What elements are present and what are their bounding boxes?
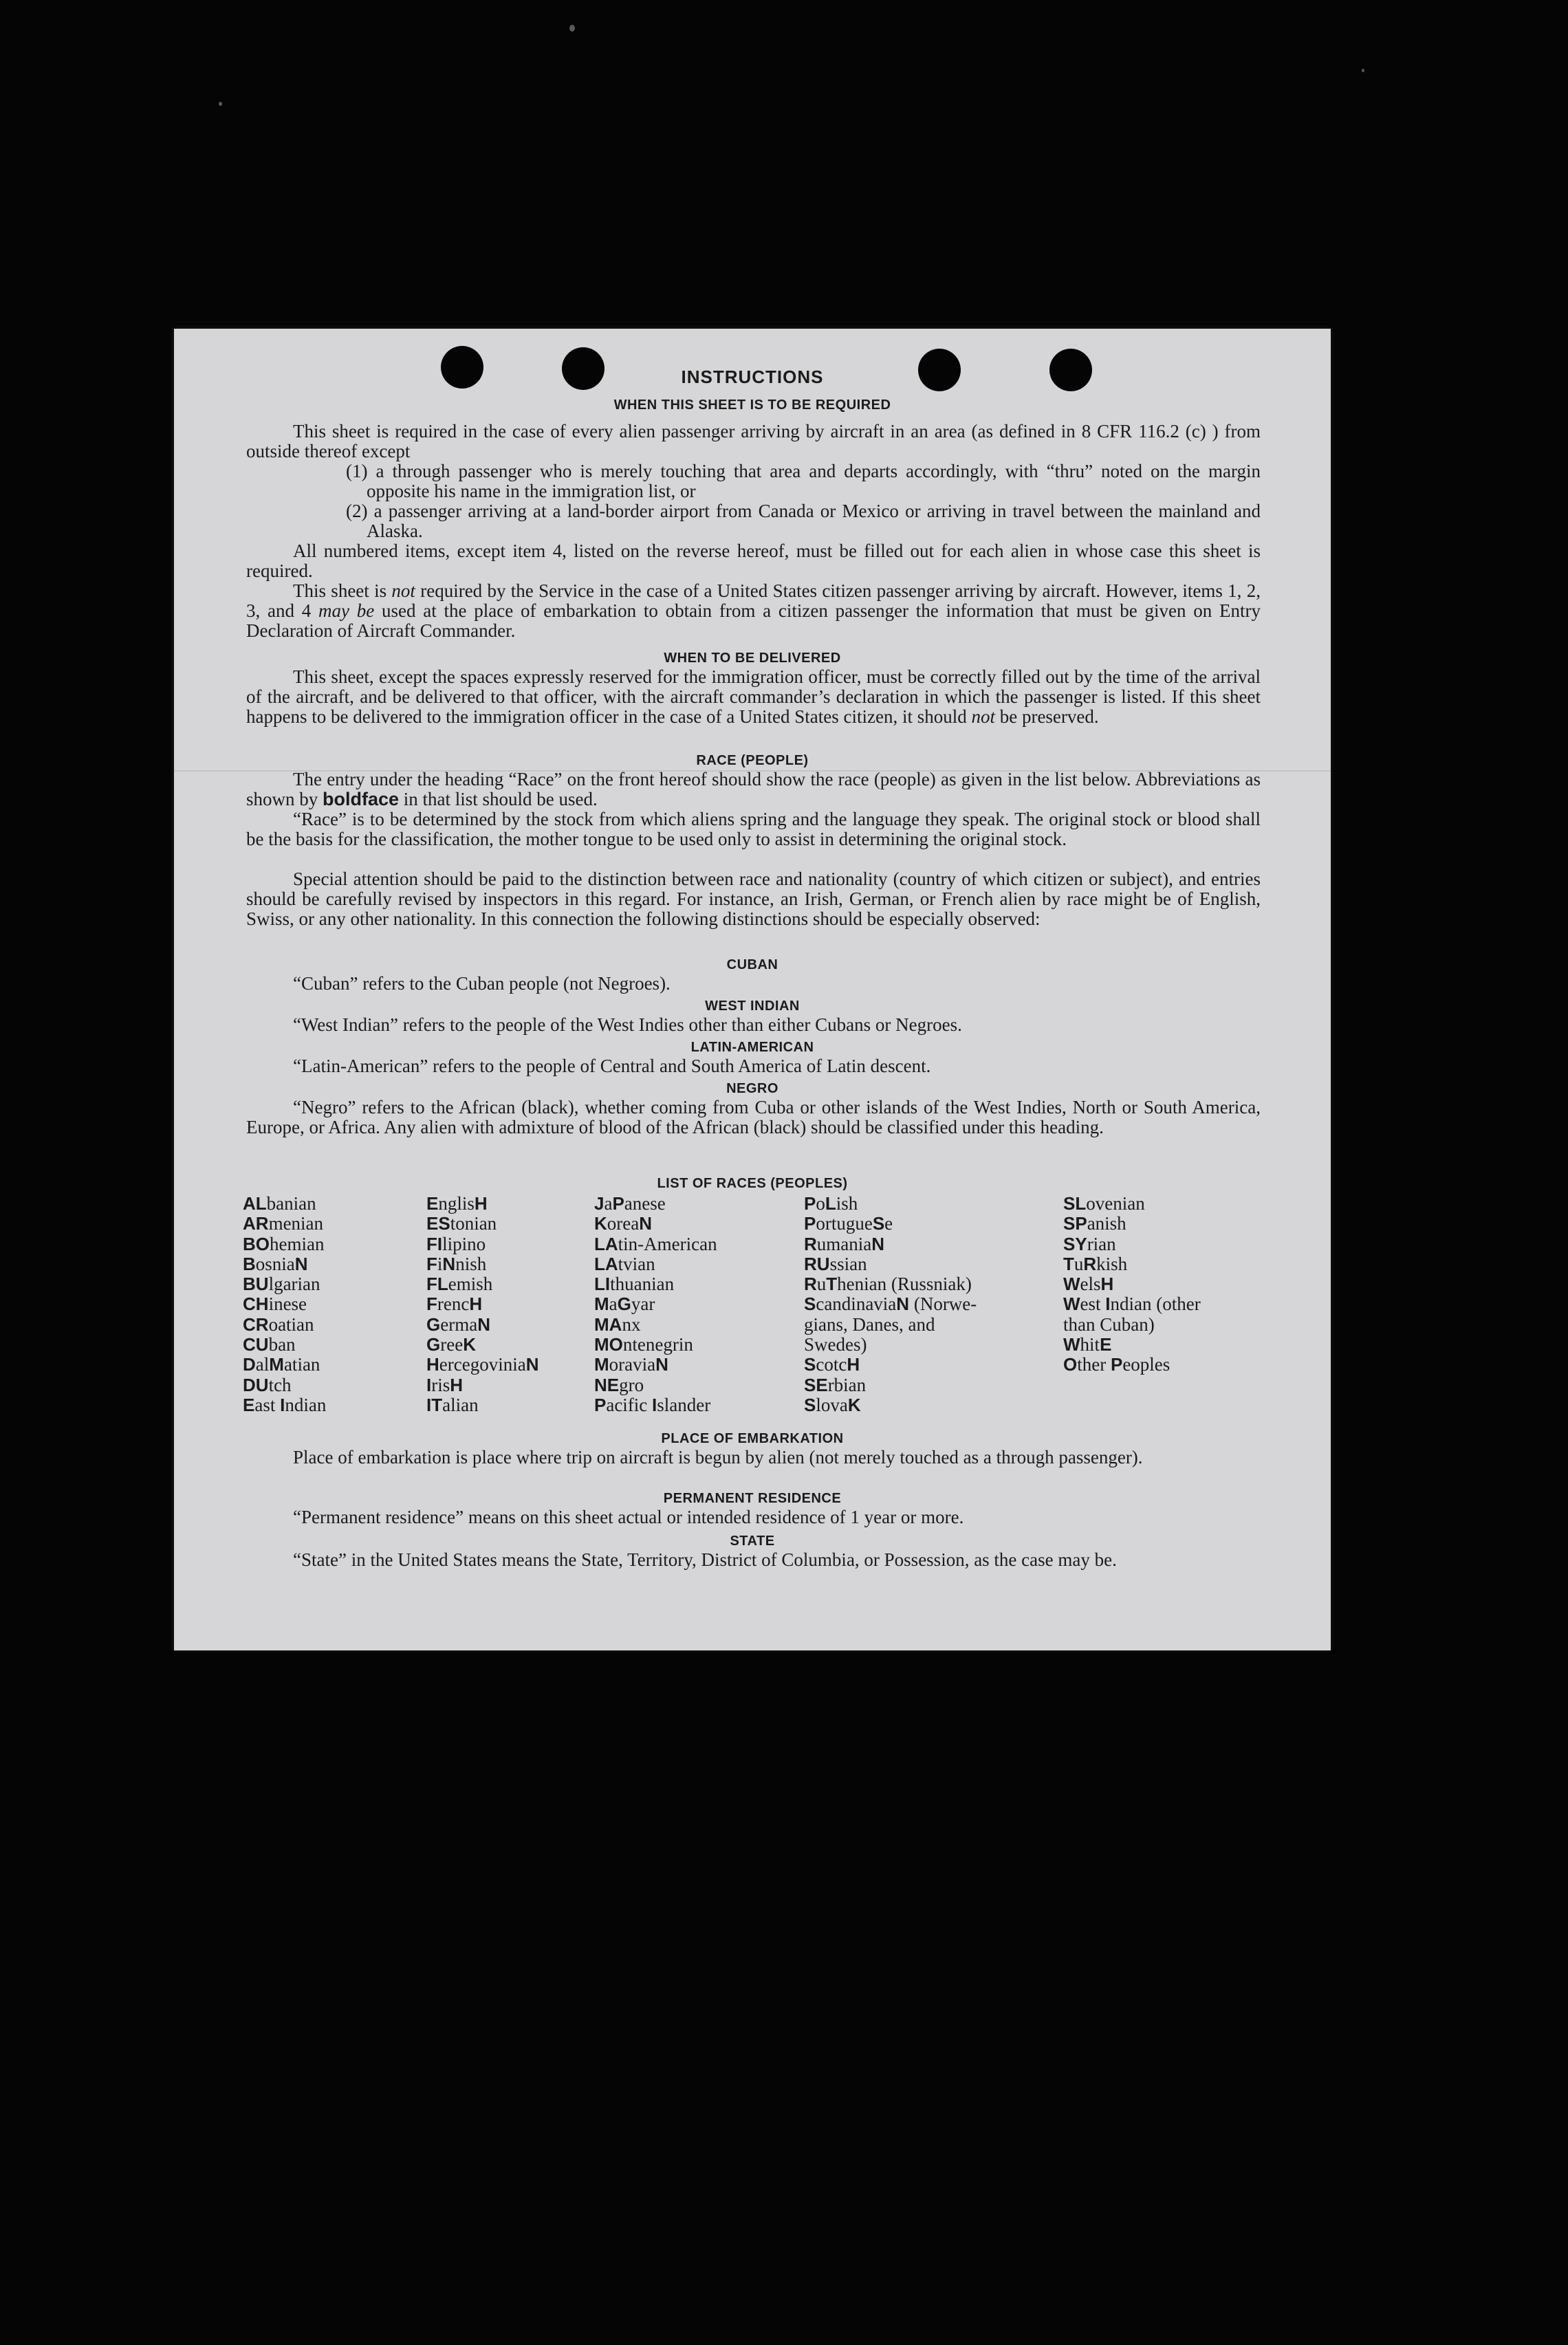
race-entry — [804, 1395, 1031, 1415]
race-name-text: gians, Danes, and — [804, 1313, 935, 1335]
race-name-text: nish — [455, 1253, 487, 1274]
section-heading-required: WHEN THIS SHEET IS TO BE REQUIRED — [613, 397, 891, 413]
race-name-text: (Norwe- — [909, 1294, 977, 1315]
race-name-text: ther — [1077, 1354, 1111, 1375]
races-column-5 — [1063, 1194, 1201, 1375]
section-heading-latin-american: LATIN-AMERICAN — [690, 1040, 814, 1055]
race-entry — [594, 1194, 717, 1214]
race-abbreviation: ES — [426, 1213, 450, 1234]
race-name-text: anese — [624, 1193, 666, 1214]
race-abbreviation: R — [804, 1233, 817, 1254]
race-abbreviation: E — [243, 1394, 255, 1415]
race-abbreviation: R — [1083, 1253, 1097, 1274]
race-name-text: osnia — [255, 1253, 295, 1274]
delivered-text-not: not — [971, 706, 995, 727]
race-entry — [426, 1355, 539, 1375]
race-abbreviation: S — [872, 1213, 885, 1234]
race-abbreviation: E — [426, 1193, 439, 1214]
race-entry — [426, 1335, 539, 1355]
race-abbreviation: SP — [1063, 1213, 1087, 1234]
race-abbreviation: T — [1063, 1253, 1074, 1274]
race-abbreviation: NE — [594, 1374, 620, 1395]
races-column-2 — [426, 1194, 539, 1415]
race-abbreviation: I — [652, 1394, 657, 1415]
race-entry — [594, 1274, 717, 1294]
race-name-text: yar — [631, 1294, 655, 1315]
race-abbreviation: B — [243, 1253, 256, 1274]
race-entry — [243, 1335, 326, 1355]
race-name-text: thuanian — [610, 1274, 675, 1295]
race-abbreviation: F — [426, 1294, 437, 1315]
race-name-text: u — [816, 1274, 827, 1295]
race-abbreviation: N — [639, 1213, 653, 1234]
race-name-text: a — [609, 1294, 618, 1315]
race-paragraph-3: Special attention should be paid to the distinction between race and nationality (country of which citizen or subject), and entries should be carefully revised by inspectors in this regard. For instance, an Irish, German, or French alien by race might be of English, Swiss, or any other nationality. In this connection the following distinctions should be especially observed: — [246, 869, 1261, 929]
race-abbreviation: P — [594, 1394, 607, 1415]
race-abbreviation: D — [243, 1354, 256, 1375]
race-abbreviation: P — [804, 1213, 816, 1234]
race-p1-b: in that list should be used. — [399, 789, 598, 809]
races-column-1 — [243, 1194, 326, 1415]
race-name-text: alian — [442, 1394, 479, 1415]
delivered-text — [246, 667, 1261, 727]
west-indian-text: “West Indian” refers to the people of the West Indies other than either Cubans or Negroes. — [293, 1014, 962, 1035]
race-entry — [594, 1395, 717, 1415]
section-heading-cuban: CUBAN — [726, 957, 778, 972]
race-abbreviation: H — [469, 1294, 483, 1315]
race-entry — [243, 1234, 326, 1254]
race-entry — [804, 1234, 1031, 1254]
cuban-text: “Cuban” refers to the Cuban people (not Negroes). — [293, 973, 671, 994]
race-name-text: acific — [606, 1394, 653, 1415]
race-abbreviation: N — [477, 1313, 490, 1335]
negro-text: “Negro” refers to the African (black), whether coming from Cuba or other islands of the West Indies, North or South America, Europe, or Africa. Any alien with admixture of blood of the African (black) should be classified under this heading. — [246, 1097, 1261, 1137]
race-entry — [804, 1335, 1031, 1355]
race-abbreviation: H — [474, 1193, 488, 1214]
race-entry — [1063, 1254, 1201, 1274]
race-abbreviation: S — [804, 1394, 816, 1415]
dust-speck — [569, 25, 575, 32]
race-name-text: ortugue — [816, 1213, 873, 1234]
race-abbreviation: W — [1063, 1294, 1080, 1315]
race-entry — [1063, 1234, 1201, 1254]
race-name-text: o — [816, 1193, 825, 1214]
race-abbreviation: MO — [594, 1334, 623, 1355]
race-abbreviation: N — [871, 1233, 885, 1254]
race-name-text: hemian — [270, 1233, 325, 1254]
race-entry — [804, 1355, 1031, 1375]
embarkation-text: Place of embarkation is place where trip on aircraft is begun by alien (not merely touched as a through passenger). — [293, 1447, 1143, 1468]
section-heading-state: STATE — [730, 1534, 775, 1549]
section-heading-race: RACE (PEOPLE) — [696, 753, 809, 768]
race-name-text: i — [437, 1253, 443, 1274]
race-abbreviation: T — [826, 1274, 838, 1295]
exception-item-1: (1) a through passenger who is merely touching that area and departs accordingly, with “thru” noted on the margin opposite his name in the immigration list, or — [346, 461, 1261, 501]
race-entry — [243, 1294, 326, 1314]
race-entry — [594, 1335, 717, 1355]
race-entry — [804, 1214, 1031, 1234]
race-abbreviation: S — [804, 1354, 816, 1375]
race-entry — [804, 1194, 1031, 1214]
race-name-text: anish — [1087, 1213, 1126, 1234]
race-abbreviation: I — [1105, 1294, 1111, 1315]
section-heading-west-indian: WEST INDIAN — [705, 999, 800, 1014]
race-entry — [426, 1315, 539, 1335]
race-abbreviation: K — [847, 1394, 861, 1415]
race-abbreviation: DU — [243, 1374, 269, 1395]
race-name-text: inese — [268, 1294, 307, 1315]
race-name-text: renc — [437, 1294, 470, 1315]
race-name-text: els — [1080, 1274, 1101, 1295]
race-abbreviation: M — [594, 1294, 609, 1315]
race-abbreviation: G — [426, 1313, 441, 1335]
race-abbreviation: LA — [594, 1233, 618, 1254]
race-entry — [243, 1274, 326, 1294]
delivered-text-a: This sheet, except the spaces expressly reserved for the immigration officer, must be correctly filled out by the time of the arrival of the aircraft, and be delivered to that officer, with the aircraft commander’s declaration in which the passenger is listed. If this sheet happens to be delivered to the immigration officer in the case of a United States citizen, it should — [246, 666, 1261, 727]
race-name-text: tin-American — [618, 1233, 717, 1254]
race-abbreviation: G — [617, 1294, 631, 1315]
section-heading-delivered: WHEN TO BE DELIVERED — [664, 651, 841, 666]
race-entry — [594, 1355, 717, 1375]
race-name-text: al — [255, 1354, 270, 1375]
race-name-text: oatian — [268, 1313, 314, 1335]
race-name-text: candinavia — [816, 1294, 897, 1315]
state-text: “State” in the United States means the State, Territory, District of Columbia, or Possession, as the case may be. — [293, 1549, 1117, 1570]
race-name-text: tch — [268, 1374, 292, 1395]
race-entry — [1063, 1194, 1201, 1214]
race-entry — [426, 1294, 539, 1314]
race-name-text: nglis — [438, 1193, 475, 1214]
race-name-text: erma — [440, 1313, 478, 1335]
race-abbreviation: H — [1100, 1274, 1114, 1295]
race-name-text: tvian — [618, 1253, 655, 1274]
race-entry — [594, 1294, 717, 1314]
race-abbreviation: CH — [243, 1294, 269, 1315]
race-abbreviation: SL — [1063, 1193, 1087, 1214]
race-name-text: nx — [622, 1313, 641, 1335]
race-name-text: emish — [448, 1274, 493, 1295]
race-entry — [243, 1395, 326, 1415]
race-entry — [426, 1375, 539, 1395]
race-abbreviation: H — [847, 1354, 860, 1375]
race-entry — [1063, 1274, 1201, 1294]
races-column-4 — [804, 1194, 1031, 1415]
race-entry — [1063, 1315, 1201, 1335]
race-abbreviation: CR — [243, 1313, 269, 1335]
latin-american-text: “Latin-American” refers to the people of Central and South America of Latin descent. — [293, 1056, 931, 1076]
race-abbreviation: O — [1063, 1354, 1078, 1375]
race-abbreviation: M — [594, 1354, 609, 1375]
race-name-text: lgarian — [268, 1274, 320, 1295]
race-name-text: tonian — [450, 1213, 497, 1234]
dust-speck — [1362, 69, 1364, 72]
race-paragraph-1 — [246, 770, 1261, 809]
citizen-note-not: not — [391, 580, 415, 601]
race-abbreviation: AL — [243, 1193, 267, 1214]
race-abbreviation: LA — [594, 1253, 618, 1274]
race-abbreviation: RU — [804, 1253, 830, 1274]
citizen-note — [246, 581, 1261, 641]
race-entry — [594, 1234, 717, 1254]
race-name-text: than Cuban) — [1063, 1313, 1155, 1335]
races-column-3 — [594, 1194, 717, 1415]
race-abbreviation: LI — [594, 1274, 611, 1295]
race-entry — [426, 1274, 539, 1294]
race-abbreviation: FL — [426, 1274, 448, 1295]
race-abbreviation: J — [594, 1193, 605, 1214]
race-abbreviation: E — [1100, 1334, 1112, 1355]
race-name-text: u — [1074, 1253, 1084, 1274]
citizen-note-may: may be — [318, 600, 375, 621]
race-abbreviation: BO — [243, 1233, 270, 1254]
section-heading-embarkation: PLACE OF EMBARKATION — [661, 1431, 844, 1446]
race-name-text: rbian — [827, 1374, 867, 1395]
race-abbreviation: BU — [243, 1274, 269, 1295]
race-abbreviation: MA — [594, 1313, 622, 1335]
race-entry — [426, 1194, 539, 1214]
race-entry — [1063, 1294, 1201, 1314]
race-abbreviation: F — [426, 1253, 437, 1274]
race-name-text: kish — [1096, 1253, 1128, 1274]
race-abbreviation: S — [804, 1294, 816, 1315]
page-title: INSTRUCTIONS — [681, 367, 824, 387]
race-entry — [426, 1234, 539, 1254]
section-heading-races-list: LIST OF RACES (PEOPLES) — [657, 1176, 848, 1191]
race-entry — [804, 1294, 1031, 1314]
citizen-note-a: This sheet is — [293, 580, 392, 601]
race-abbreviation: IT — [426, 1394, 443, 1415]
race-name-text: ree — [440, 1334, 464, 1355]
race-name-text: hit — [1080, 1334, 1100, 1355]
residence-text: “Permanent residence” means on this sheet actual or intended residence of 1 year or more. — [293, 1507, 964, 1527]
race-abbreviation: FI — [426, 1233, 443, 1254]
numbered-items-note: All numbered items, except item 4, listed on the reverse hereof, must be filled out for each alien in whose case this sheet is required. — [246, 541, 1261, 581]
race-name-text: ish — [836, 1193, 858, 1214]
race-entry — [426, 1254, 539, 1274]
race-entry — [243, 1375, 326, 1395]
exception-item-2: (2) a passenger arriving at a land-border airport from Canada or Mexico or arriving in travel between the mainland and Alaska. — [346, 501, 1261, 541]
race-abbreviation: N — [896, 1294, 910, 1315]
race-entry — [243, 1355, 326, 1375]
race-name-text: ris — [431, 1374, 450, 1395]
instructions-body — [174, 329, 1331, 1650]
race-name-text: ban — [268, 1334, 296, 1355]
race-name-text: eoples — [1122, 1354, 1170, 1375]
race-name-text: ercegovinia — [439, 1354, 526, 1375]
race-name-text: gro — [619, 1374, 644, 1395]
race-name-text: ast — [254, 1394, 281, 1415]
race-abbreviation: SE — [804, 1374, 828, 1395]
race-entry — [243, 1254, 326, 1274]
race-name-text: slander — [657, 1394, 711, 1415]
race-abbreviation: AR — [243, 1213, 269, 1234]
race-name-text: a — [604, 1193, 613, 1214]
race-abbreviation: SY — [1063, 1233, 1087, 1254]
section-heading-residence: PERMANENT RESIDENCE — [663, 1491, 842, 1506]
race-name-text: e — [884, 1213, 893, 1234]
race-entry — [804, 1315, 1031, 1335]
instruction-sheet — [174, 329, 1331, 1650]
race-entry — [1063, 1355, 1201, 1375]
race-abbreviation: N — [442, 1253, 456, 1274]
race-name-text: banian — [266, 1193, 316, 1214]
race-entry — [804, 1375, 1031, 1395]
delivered-text-b: be preserved. — [994, 706, 1099, 727]
dust-speck — [219, 102, 222, 106]
race-p1-bold: boldface — [323, 789, 400, 809]
race-name-text: ovenian — [1086, 1193, 1145, 1214]
race-abbreviation: N — [655, 1354, 668, 1375]
race-name-text: oravia — [609, 1354, 656, 1375]
race-name-text: lova — [816, 1394, 848, 1415]
race-name-text: menian — [268, 1213, 324, 1234]
race-entry — [1063, 1335, 1201, 1355]
race-abbreviation: M — [269, 1354, 284, 1375]
race-abbreviation: K — [594, 1213, 607, 1234]
race-entry — [804, 1274, 1031, 1294]
citizen-note-b: required by the Service in the case of a United States citizen passenger arriving by aircraft. However, items 1, 2, 3, and 4 — [246, 580, 1261, 621]
race-entry — [594, 1315, 717, 1335]
race-entry — [243, 1194, 326, 1214]
race-abbreviation: N — [294, 1253, 308, 1274]
race-abbreviation: N — [525, 1354, 539, 1375]
race-name-text: henian (Russniak) — [837, 1274, 972, 1295]
race-name-text: umania — [816, 1233, 872, 1254]
citizen-note-c: used at the place of embarkation to obtain from a citizen passenger the information that must be given on Entry Declaration of Aircraft Commander. — [246, 600, 1261, 641]
race-name-text: atian — [283, 1354, 320, 1375]
race-abbreviation: K — [463, 1334, 476, 1355]
section-heading-negro: NEGRO — [726, 1081, 778, 1096]
race-abbreviation: G — [426, 1334, 441, 1355]
race-name-text: cotc — [816, 1354, 847, 1375]
race-abbreviation: P — [1110, 1354, 1123, 1375]
race-name-text: ndian (other — [1110, 1294, 1201, 1315]
race-entry — [426, 1214, 539, 1234]
race-entry — [594, 1214, 717, 1234]
required-intro: This sheet is required in the case of every alien passenger arriving by aircraft in an area (as defined in 8 CFR 116.2 (c) ) from outside thereof except — [246, 421, 1261, 461]
race-entry — [243, 1315, 326, 1335]
race-name-text: orea — [607, 1213, 640, 1234]
race-abbreviation: I — [280, 1394, 285, 1415]
race-entry — [426, 1395, 539, 1415]
race-abbreviation: P — [804, 1193, 816, 1214]
race-name-text: ntenegrin — [622, 1334, 693, 1355]
race-entry — [1063, 1214, 1201, 1234]
race-entry — [243, 1214, 326, 1234]
race-entry — [804, 1254, 1031, 1274]
race-name-text: ndian — [285, 1394, 327, 1415]
race-paragraph-2: “Race” is to be determined by the stock from which aliens spring and the language they speak. The original stock or blood shall be the basis for the classification, the mother tongue to be used only to assist in determining the original stock. — [246, 809, 1261, 849]
race-name-text: ssian — [829, 1253, 867, 1274]
race-abbreviation: L — [825, 1193, 836, 1214]
race-name-text: lipino — [442, 1233, 486, 1254]
race-abbreviation: W — [1063, 1334, 1080, 1355]
race-name-text: Swedes) — [804, 1334, 867, 1355]
race-name-text: est — [1080, 1294, 1106, 1315]
race-p1-a: The entry under the heading “Race” on the front hereof should show the race (people) as given in the list below. Abbreviations as shown by — [246, 769, 1261, 809]
race-abbreviation: CU — [243, 1334, 269, 1355]
race-abbreviation: R — [804, 1274, 817, 1295]
race-abbreviation: W — [1063, 1274, 1080, 1295]
race-abbreviation: I — [426, 1374, 432, 1395]
race-entry — [594, 1375, 717, 1395]
race-name-text: rian — [1087, 1233, 1116, 1254]
race-entry — [594, 1254, 717, 1274]
race-abbreviation: H — [426, 1354, 439, 1375]
race-abbreviation: P — [612, 1193, 624, 1214]
race-abbreviation: H — [450, 1374, 464, 1395]
